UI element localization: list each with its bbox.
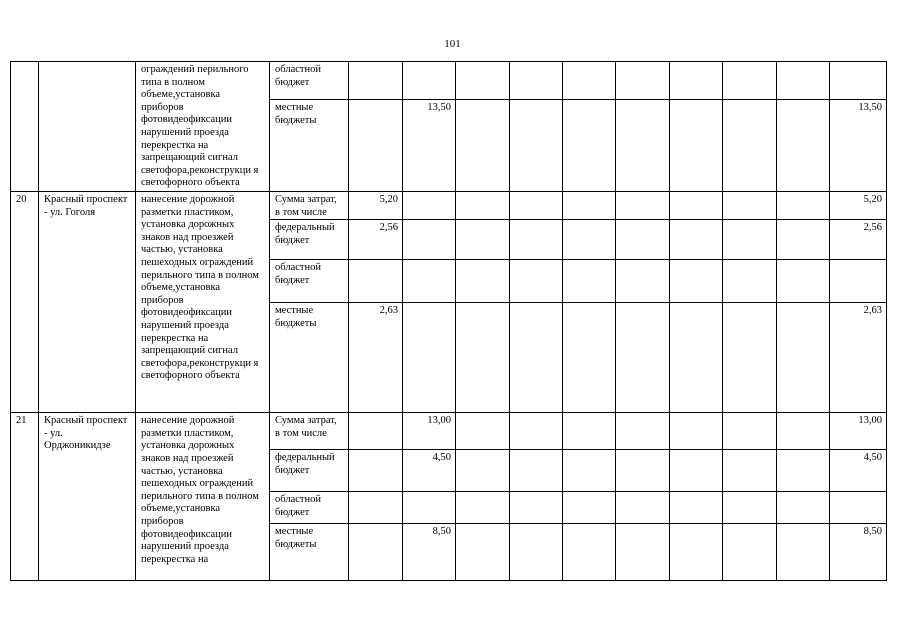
funding-source-cell: областной бюджет [270,62,349,100]
value-cell [349,492,403,524]
empty-cell [456,220,510,260]
empty-cell [563,100,616,192]
empty-cell [456,303,510,413]
empty-cell [670,100,723,192]
empty-cell [616,100,670,192]
empty-cell [510,220,563,260]
empty-cell [670,413,723,450]
empty-cell [456,492,510,524]
empty-cell [777,413,830,450]
total-cell: 8,50 [830,524,887,581]
value-cell [349,260,403,303]
index-cell: 20 [11,192,39,413]
value-cell: 2,56 [349,220,403,260]
empty-cell [616,192,670,220]
value-cell [403,492,456,524]
description-cell: нанесение дорожной разметки пластиком, установка дорожных знаков над проезжей частью, установка пешеходных ограждений перильного типа в полном объеме,установка приборов фотовидеофиксации нарушений проезда перекрестка на [136,413,270,581]
location-cell: Красный проспект - ул. Орджоникидзе [39,413,136,581]
location-cell [39,62,136,192]
empty-cell [616,260,670,303]
funding-source-cell: местные бюджеты [270,303,349,413]
total-cell: 2,63 [830,303,887,413]
total-cell [830,492,887,524]
empty-cell [456,524,510,581]
value-cell: 13,50 [403,100,456,192]
empty-cell [616,413,670,450]
total-cell: 4,50 [830,450,887,492]
empty-cell [456,260,510,303]
empty-cell [670,492,723,524]
empty-cell [777,303,830,413]
empty-cell [456,100,510,192]
value-cell [349,62,403,100]
value-cell: 5,20 [349,192,403,220]
funding-source-cell: Сумма затрат, в том числе [270,192,349,220]
value-cell [403,220,456,260]
value-cell [403,62,456,100]
funding-source-cell: местные бюджеты [270,100,349,192]
empty-cell [670,192,723,220]
total-cell [830,62,887,100]
table-row [11,413,887,450]
empty-cell [563,303,616,413]
empty-cell [456,192,510,220]
value-cell [349,100,403,192]
funding-source-cell: федеральный бюджет [270,220,349,260]
empty-cell [670,220,723,260]
empty-cell [510,62,563,100]
value-cell [349,413,403,450]
empty-cell [777,450,830,492]
location-cell: Красный проспект - ул. Гоголя [39,192,136,413]
empty-cell [510,413,563,450]
funding-source-cell: местные бюджеты [270,524,349,581]
empty-cell [616,524,670,581]
empty-cell [723,524,777,581]
empty-cell [777,492,830,524]
total-cell: 13,50 [830,100,887,192]
empty-cell [777,100,830,192]
table-row [11,62,887,100]
empty-cell [723,303,777,413]
empty-cell [723,62,777,100]
index-cell: 21 [11,413,39,581]
empty-cell [723,450,777,492]
empty-cell [510,450,563,492]
empty-cell [777,220,830,260]
empty-cell [670,450,723,492]
funding-source-cell: Сумма затрат, в том числе [270,413,349,450]
value-cell: 8,50 [403,524,456,581]
value-cell [403,260,456,303]
value-cell: 2,63 [349,303,403,413]
empty-cell [456,450,510,492]
empty-cell [670,303,723,413]
empty-cell [777,524,830,581]
budget-table [10,61,887,581]
table-row [11,192,887,220]
empty-cell [616,492,670,524]
empty-cell [563,62,616,100]
index-cell [11,62,39,192]
empty-cell [510,492,563,524]
empty-cell [723,220,777,260]
empty-cell [563,524,616,581]
empty-cell [777,62,830,100]
empty-cell [510,100,563,192]
empty-cell [616,62,670,100]
empty-cell [777,192,830,220]
empty-cell [563,220,616,260]
empty-cell [777,260,830,303]
empty-cell [723,260,777,303]
empty-cell [670,524,723,581]
empty-cell [563,260,616,303]
empty-cell [563,492,616,524]
value-cell [349,524,403,581]
total-cell: 13,00 [830,413,887,450]
empty-cell [723,100,777,192]
empty-cell [723,492,777,524]
total-cell [830,260,887,303]
empty-cell [616,450,670,492]
empty-cell [616,303,670,413]
description-cell: ограждений перильного типа в полном объеме,установка приборов фотовидеофиксации нарушений проезда перекрестка на запрещающий сигнал светофора,реконструкци я светофорного объекта [136,62,270,192]
total-cell: 5,20 [830,192,887,220]
empty-cell [510,192,563,220]
empty-cell [563,450,616,492]
total-cell: 2,56 [830,220,887,260]
value-cell [403,192,456,220]
empty-cell [510,260,563,303]
empty-cell [510,524,563,581]
empty-cell [723,413,777,450]
empty-cell [616,220,670,260]
empty-cell [456,62,510,100]
value-cell: 13,00 [403,413,456,450]
empty-cell [456,413,510,450]
page-number: 101 [444,38,461,50]
empty-cell [723,192,777,220]
funding-source-cell: областной бюджет [270,492,349,524]
funding-source-cell: федеральный бюджет [270,450,349,492]
empty-cell [510,303,563,413]
empty-cell [670,260,723,303]
empty-cell [563,413,616,450]
funding-source-cell: областной бюджет [270,260,349,303]
empty-cell [563,192,616,220]
empty-cell [670,62,723,100]
value-cell [349,450,403,492]
description-cell: нанесение дорожной разметки пластиком, установка дорожных знаков над проезжей частью, установка пешеходных ограждений перильного типа в полном объеме,установка приборов фотовидеофиксации нарушений проезда перекрестка на запрещающий сигнал светофора,реконструкци я светофорного объекта [136,192,270,413]
value-cell: 4,50 [403,450,456,492]
value-cell [403,303,456,413]
